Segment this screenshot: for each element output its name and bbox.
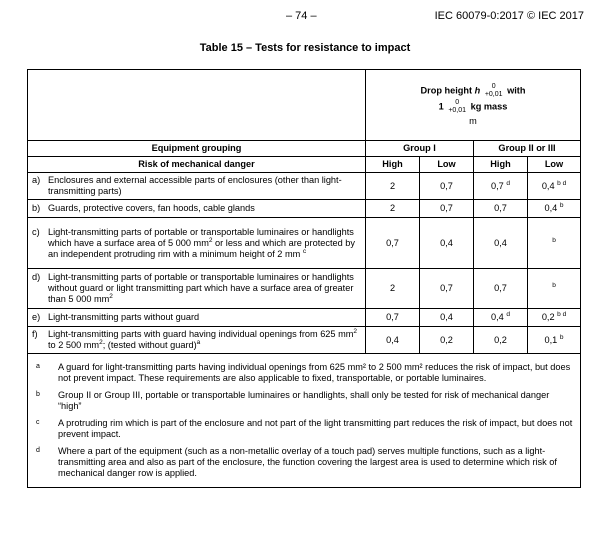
- footnote: [34, 362, 574, 384]
- g23-high-value: 0,7: [474, 269, 528, 309]
- row-label: f): [32, 329, 38, 339]
- g23-high-value: 0,7: [491, 180, 504, 191]
- footnote-label: b: [36, 391, 40, 398]
- row-text: [48, 329, 361, 351]
- footnotes-row: [28, 354, 581, 488]
- g1-low-value: 0,7: [420, 200, 474, 218]
- footnote-ref: b: [552, 236, 556, 244]
- row-text: [48, 272, 361, 305]
- g1-low-header: Low: [420, 157, 474, 173]
- mass-value: 1: [438, 100, 444, 111]
- g1-low-value: 0,7: [420, 173, 474, 200]
- row-text-part: Light-transmitting parts of portable or transportable luminaires or handlights without guard or light transmitting part which have a surface area of greater than 5 000 mm: [48, 272, 354, 304]
- mass-tolerance: [448, 99, 466, 115]
- g23-low-cell: [528, 327, 581, 354]
- row-description: [28, 173, 366, 200]
- unit-label: m: [469, 115, 477, 126]
- footnote-ref: a: [196, 339, 201, 346]
- g1-low-value: 0,2: [420, 327, 474, 354]
- footnote-ref: b: [552, 282, 556, 289]
- row-text-part: ; (tested without guard): [102, 340, 197, 350]
- g23-low-cell: [528, 173, 581, 200]
- row-label: e): [32, 312, 41, 322]
- table-row: [28, 327, 581, 354]
- h-symbol: h: [474, 84, 481, 95]
- g23-high-value: 0,4: [474, 218, 528, 269]
- table-title: Table 15 – Tests for resistance to impact: [199, 42, 411, 54]
- drop-height-header: [366, 70, 581, 141]
- g23-low-cell: [528, 218, 581, 269]
- row-text: Guards, protective covers, fan hoods, cable glands: [48, 203, 255, 213]
- header-row-drop-height: [28, 70, 581, 141]
- g1-low-value: 0,4: [420, 218, 474, 269]
- superscript: 2: [208, 236, 213, 244]
- row-description: [28, 269, 366, 309]
- footnote: [34, 390, 574, 412]
- header-row-risk: [28, 157, 581, 173]
- footnote-ref: d: [506, 179, 510, 187]
- standard-reference: IEC 60079-0:2017 © IEC 2017: [434, 10, 584, 22]
- g23-low-cell: [528, 200, 581, 218]
- g23-high-value: 0,7: [474, 200, 528, 218]
- footnote: [34, 418, 574, 440]
- mass-tol-lower: +0,01: [448, 106, 467, 114]
- mass-tol-upper: 0: [455, 98, 460, 106]
- g23-low-value: 0,4: [541, 180, 555, 191]
- footnote-text: A guard for light-transmitting parts having individual openings from 625 mm² to 2 500 mm² reduces the risk of impact, but does not prevent impact. These requirements are also applicable to fixed, transportable, or portable luminaires.: [58, 362, 571, 383]
- row-description: [28, 200, 366, 218]
- g23-low-cell: [528, 269, 581, 309]
- table-row: [28, 218, 581, 269]
- row-label: b): [32, 203, 41, 213]
- drop-height-label: Drop height: [420, 84, 473, 95]
- g1-high-value: 0,7: [366, 218, 420, 269]
- g23-low-cell: [528, 309, 581, 327]
- footnote-ref: b: [559, 333, 564, 341]
- table-row: [28, 200, 581, 218]
- footnote: [34, 446, 574, 479]
- g23-high-value: 0,2: [474, 327, 528, 354]
- g1-high-value: 0,4: [366, 327, 420, 354]
- g1-high-value: 2: [366, 173, 420, 200]
- footnote-ref: d: [506, 311, 510, 318]
- footnote-ref: b: [559, 202, 564, 209]
- impact-test-table: [27, 69, 581, 488]
- group1-header: Group I: [366, 141, 474, 157]
- footnote-ref: c: [302, 247, 307, 255]
- page-number: – 74 –: [286, 10, 317, 22]
- g23-low-value: 0,2: [541, 312, 555, 322]
- superscript: 2: [99, 339, 103, 346]
- table-row: [28, 269, 581, 309]
- g23-high-value: 0,4: [491, 312, 504, 322]
- footnote-ref: b d: [557, 179, 567, 187]
- table-row: [28, 173, 581, 200]
- h-tol-lower: +0,01: [484, 90, 503, 98]
- h-tolerance: [485, 83, 503, 99]
- g23-high-header: High: [474, 157, 528, 173]
- g1-low-value: 0,7: [420, 269, 474, 309]
- row-text: Light-transmitting parts without guard: [48, 312, 200, 322]
- footnote-label: d: [36, 447, 40, 454]
- g1-high-value: 2: [366, 269, 420, 309]
- row-text: Enclosures and external accessible parts of enclosures (other than light-transmitting parts): [48, 175, 342, 196]
- g1-high-header: High: [366, 157, 420, 173]
- row-text: [48, 227, 361, 260]
- row-text-part: Light-transmitting parts with guard having individual openings from 625 mm: [48, 329, 354, 339]
- g23-high-cell: [474, 173, 528, 200]
- row-description: [28, 309, 366, 327]
- footnote-text: Group II or Group III, portable or transportable luminaires or handlights, shall only be tested for risk of mechanical danger “high”: [58, 390, 550, 411]
- footnote-text: Where a part of the equipment (such as a non-metallic overlay of a touch pad) serves multiple functions, such as a light-transmitting area and also as part of the enclosure, the function covering the largest area is used to determine which risk of mechanical danger row is applied.: [58, 446, 557, 478]
- g23-low-header: Low: [528, 157, 581, 173]
- row-description: [28, 327, 366, 354]
- g1-low-value: 0,4: [420, 309, 474, 327]
- g23-low-value: 0,1: [544, 334, 558, 345]
- footnote-ref: b d: [557, 311, 567, 318]
- group23-header: Group II or III: [474, 141, 581, 157]
- footnote-label: a: [36, 363, 40, 370]
- header-row-groups: [28, 141, 581, 157]
- h-tol-upper: 0: [491, 82, 496, 90]
- row-text-part: to 2 500 mm: [48, 340, 100, 350]
- row-description: [28, 218, 366, 269]
- row-label: a): [32, 175, 41, 185]
- row-label: c): [32, 226, 40, 237]
- row-text-part: or less and which are protected by an independent protruding rim with a minimum height of 2 mm: [48, 237, 355, 259]
- mass-text: kg mass: [470, 100, 508, 111]
- footnote-text: A protruding rim which is part of the enclosure and not part of the light transmitting part reduces the risk of impact, but does not prevent impact.: [58, 418, 573, 439]
- with-label: with: [507, 84, 526, 95]
- footnotes-cell: [28, 354, 581, 488]
- empty-header-cell: [28, 70, 366, 141]
- g23-low-value: 0,4: [544, 203, 558, 213]
- superscript: 2: [353, 328, 358, 335]
- superscript: 2: [109, 293, 113, 300]
- g1-high-value: 2: [366, 200, 420, 218]
- g23-high-cell: [474, 309, 528, 327]
- footnote-label: c: [36, 419, 40, 426]
- risk-header: Risk of mechanical danger: [28, 157, 366, 173]
- g1-high-value: 0,7: [366, 309, 420, 327]
- equipment-grouping-header: Equipment grouping: [28, 141, 366, 157]
- table-row: [28, 309, 581, 327]
- row-text-part: Light-transmitting parts of portable or transportable luminaires or handlights which have a surface area of 5 000 mm: [48, 226, 354, 248]
- row-label: d): [32, 272, 41, 282]
